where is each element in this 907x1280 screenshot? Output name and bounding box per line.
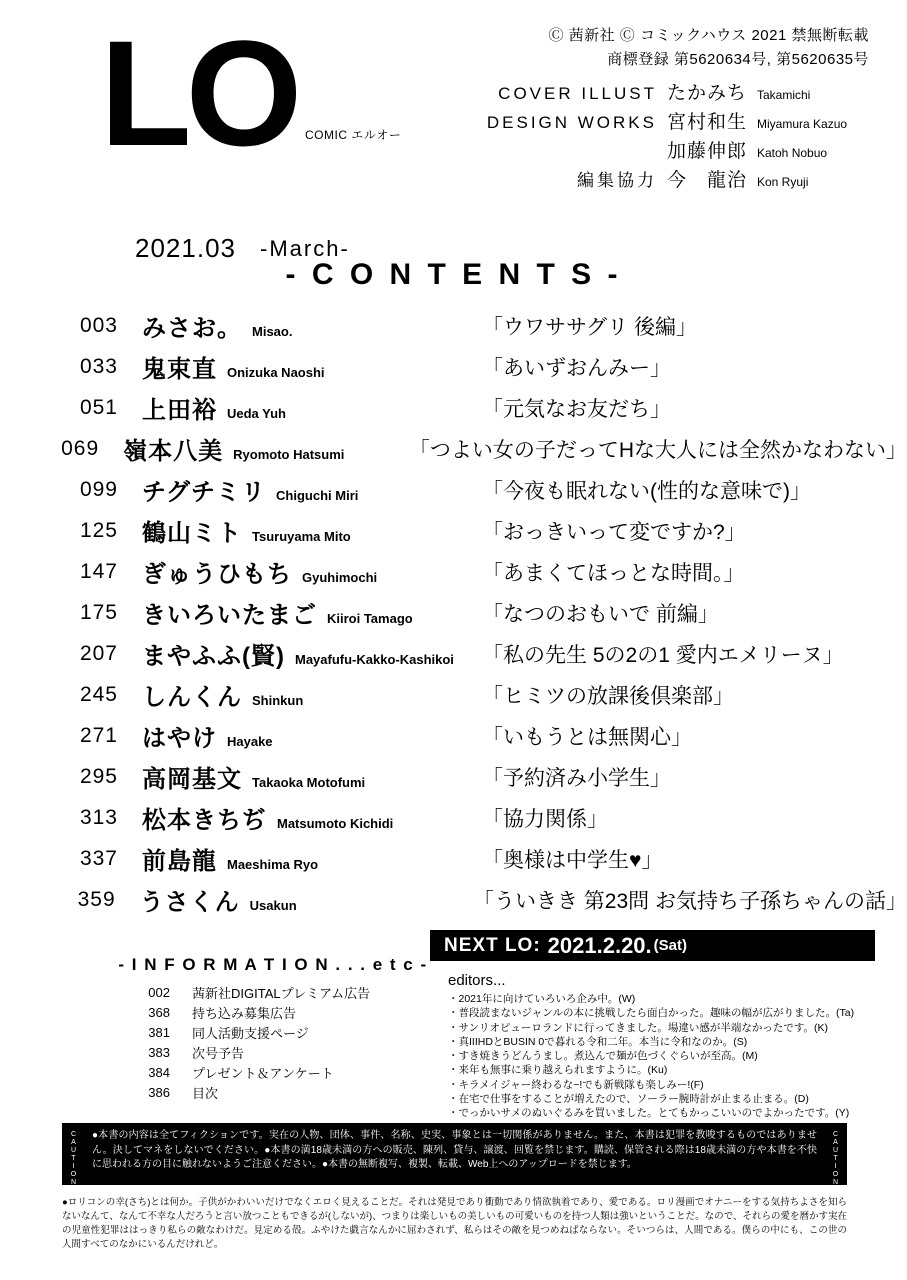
toc-author-en: Gyuhimochi bbox=[302, 570, 378, 585]
caution-text: ●本書の内容は全てフィクションです。実在の人物、団体、事件、名称、史実、事象とは一切関係がありません。また、本書は犯罪を教唆するものではありません。決してマネをしないでください。●本書の満18歳未満の方への販売、陳列、貸与、譲渡、回覧を禁じます。購読、保管される際は18歳未満の方や本書を不快に思われる方の目に触れないようご注意ください。●本書の無断複写、複製、転載、Web上へのアップロードを禁じます。 bbox=[92, 1130, 817, 1170]
list-item[interactable] bbox=[118, 1042, 448, 1062]
toc-author bbox=[118, 759, 482, 794]
credit-name-jp: 宮村和生 bbox=[666, 112, 747, 133]
toc-story-title: 「おっきいって変ですか?」 bbox=[482, 520, 746, 544]
toc-author bbox=[99, 431, 409, 466]
editors-heading: editors... bbox=[448, 972, 506, 989]
caution-label-left: CAUTION bbox=[70, 1131, 77, 1187]
toc-author-en: Ueda Yuh bbox=[227, 406, 287, 421]
toc-page-number: 271 bbox=[79, 723, 118, 747]
credits-block bbox=[369, 24, 869, 194]
toc-author-en: Takaoka Motofumi bbox=[252, 775, 366, 790]
information-heading: - I N F O R M A T I O N . . . e t c - bbox=[118, 955, 428, 974]
toc-author-en: Ryomoto Hatsumi bbox=[233, 447, 345, 462]
toc-page-number: 147 bbox=[79, 559, 118, 583]
toc-author-en: Matsumoto Kichidi bbox=[277, 816, 394, 831]
page-title: - C O N T E N T S - bbox=[285, 258, 622, 291]
toc-author bbox=[116, 882, 473, 917]
editor-note: ・キラメイジャー終わるな~!でも新戦隊も楽しみー!(F) bbox=[448, 1078, 704, 1091]
table-row[interactable] bbox=[0, 633, 907, 674]
toc-page-number: 207 bbox=[79, 641, 118, 665]
table-row[interactable] bbox=[0, 756, 907, 797]
credit-label: DESIGN WORKS bbox=[486, 113, 657, 132]
info-page-number: 381 bbox=[148, 1024, 170, 1040]
toc-page-number: 003 bbox=[79, 313, 118, 337]
editor-note: ・普段読まないジャンルの本に挑戦したら面白かった。趣味の幅が広がりました。(Ta) bbox=[448, 1007, 855, 1020]
toc-author bbox=[118, 636, 482, 671]
next-issue-day: (Sat) bbox=[653, 937, 687, 954]
toc-author-jp: 鬼束直 bbox=[142, 356, 217, 383]
toc-story-title: 「あいずおんみー」 bbox=[482, 356, 671, 380]
toc-author-jp: 高岡基文 bbox=[142, 766, 242, 793]
toc-page-number: 245 bbox=[79, 682, 118, 706]
toc-author-en: Kiiroi Tamago bbox=[327, 611, 413, 626]
toc-page-number: 033 bbox=[79, 354, 118, 378]
toc-story-title: 「あまくてほっとな時間。」 bbox=[482, 561, 745, 585]
toc-author-en: Mayafufu-Kakko-Kashikoi bbox=[294, 652, 454, 667]
toc-author bbox=[118, 841, 482, 876]
credit-row bbox=[369, 107, 869, 134]
footer-essay: ●ロリコンの幸(さち)とは何か。子供がかわいいだけでなくエロく見えることだ。それは発見であり衝動であり情欲執着であり、愛である。ロリ漫画でオナニーをする気持ちよさを知らないなんて、なんて不幸な人だろうと言い放つこともできるが(しないが)、つまりは楽しいもの美しいもの可愛いものを持つ人類は強いということだ。なので、それらの愛を暦かす実在の児童性犯罪ははっきり私らの敵なわけだ。見定める殻。ふやけた戯言なんかに屈わされず、私らはその敵を見つめねばならない。そいつらは、人間である。僕らの中にも、この世の人間すべてのなかにいるんだけれど。 bbox=[62, 1197, 847, 1250]
toc-author-en: Misao. bbox=[252, 324, 293, 339]
info-label: 持ち込み募集広告 bbox=[192, 1005, 297, 1021]
toc-author-jp: 鶴山ミト bbox=[142, 520, 242, 547]
table-row[interactable] bbox=[0, 674, 907, 715]
logo-text: LO bbox=[100, 9, 297, 177]
toc-author bbox=[118, 677, 482, 712]
table-row[interactable] bbox=[0, 428, 907, 469]
toc-author bbox=[118, 718, 482, 753]
next-issue-banner bbox=[430, 930, 875, 961]
toc-author bbox=[118, 554, 482, 589]
credit-label: COVER ILLUST bbox=[498, 84, 657, 103]
toc-author bbox=[118, 472, 482, 507]
table-row[interactable] bbox=[0, 551, 907, 592]
toc-author bbox=[118, 308, 482, 343]
toc-story-title: 「奥様は中学生♥」 bbox=[482, 848, 663, 872]
list-item[interactable] bbox=[118, 1002, 448, 1022]
toc-page-number: 359 bbox=[77, 887, 116, 911]
info-page-number: 368 bbox=[148, 1004, 170, 1020]
list-item[interactable] bbox=[118, 1082, 448, 1102]
toc-page-number: 099 bbox=[79, 477, 118, 501]
toc-author bbox=[118, 390, 482, 425]
toc-author-jp: ぎゅうひもち bbox=[142, 561, 292, 588]
toc-author-jp: みさお。 bbox=[142, 315, 242, 342]
info-label: プレゼント＆アンケート bbox=[192, 1065, 334, 1081]
info-label: 次号予告 bbox=[192, 1045, 245, 1061]
info-label: 同人活動支援ページ bbox=[192, 1025, 309, 1041]
info-label: 目次 bbox=[192, 1085, 219, 1101]
editor-note: ・でっかいサメのぬいぐるみを買いました。とてもかっこいいのでよかったです。(Y) bbox=[448, 1107, 850, 1120]
toc-page-number: 295 bbox=[79, 764, 118, 788]
table-row[interactable] bbox=[0, 469, 907, 510]
toc-story-title: 「ウワササグリ 後編」 bbox=[482, 315, 697, 339]
toc-author-jp: きいろいたまご bbox=[142, 602, 317, 629]
credit-label: 編集協力 bbox=[576, 171, 657, 190]
list-item[interactable] bbox=[118, 1062, 448, 1082]
issue-month: -March- bbox=[260, 236, 350, 261]
toc-story-title: 「ヒミツの放課後倶楽部」 bbox=[482, 684, 734, 708]
next-issue-label: NEXT LO: bbox=[444, 934, 541, 956]
editor-note: ・真IIIHDとBUSIN 0で暮れる令和二年。本当に令和なのか。(S) bbox=[448, 1035, 748, 1048]
table-row[interactable] bbox=[0, 715, 907, 756]
table-row[interactable] bbox=[0, 510, 907, 551]
editor-note: ・すき焼きうどんうまし。煮込んで麺が色づくぐらいが至高。(M) bbox=[448, 1050, 758, 1063]
toc-author-jp: 嶺本八美 bbox=[123, 438, 224, 465]
info-page-number: 383 bbox=[148, 1044, 170, 1060]
toc-page-number: 069 bbox=[61, 436, 100, 460]
credit-row bbox=[369, 165, 869, 192]
table-of-contents bbox=[0, 305, 907, 920]
toc-story-title: 「いもうとは無関心」 bbox=[482, 725, 692, 749]
toc-author-jp: はやけ bbox=[142, 725, 217, 752]
trademark-line: 商標登録 第5620634号, 第5620635号 bbox=[607, 51, 869, 68]
credit-row bbox=[369, 78, 869, 105]
info-page-number: 384 bbox=[148, 1064, 170, 1080]
toc-story-title: 「ういきき 第23問 お気持ち子孫ちゃんの話」 bbox=[472, 889, 907, 913]
toc-story-title: 「予約済み小学生」 bbox=[482, 766, 671, 790]
toc-author-jp: 上田裕 bbox=[142, 397, 217, 424]
toc-author bbox=[118, 595, 482, 630]
list-item[interactable] bbox=[118, 1022, 448, 1042]
table-row[interactable] bbox=[0, 305, 907, 346]
credit-name-en: Kon Ryuji bbox=[757, 175, 809, 189]
information-list bbox=[118, 982, 448, 1102]
info-page-number: 386 bbox=[148, 1084, 170, 1100]
info-page-number: 002 bbox=[148, 984, 170, 1000]
table-row[interactable] bbox=[0, 879, 907, 920]
toc-author-en: Hayake bbox=[227, 734, 273, 749]
toc-story-title: 「私の先生 5の2の1 愛内エメリーヌ」 bbox=[482, 643, 844, 667]
toc-author-jp: チグチミリ bbox=[142, 479, 267, 506]
toc-page-number: 337 bbox=[79, 846, 118, 870]
editor-note: ・サンリオピューロランドに行ってきました。場違い感が半端なかったです。(K) bbox=[448, 1021, 829, 1034]
toc-page-number: 313 bbox=[79, 805, 118, 829]
editor-note: ・2021年に向けていろいろ企み中。(W) bbox=[448, 993, 636, 1005]
caution-box bbox=[62, 1123, 847, 1185]
editor-note: ・在宅で仕事をすることが増えたので、ソーラー腕時計が止まる止まる。(D) bbox=[448, 1093, 809, 1106]
toc-author-jp: 松本きちぢ bbox=[142, 807, 267, 834]
credit-name-jp: たかみち bbox=[666, 83, 747, 104]
toc-author-jp: まやふふ(賢) bbox=[142, 643, 285, 670]
toc-page-number: 175 bbox=[79, 600, 118, 624]
toc-author-en: Shinkun bbox=[252, 693, 304, 708]
table-row[interactable] bbox=[0, 592, 907, 633]
toc-story-title: 「つよい女の子だってHな大人には全然かなわない」 bbox=[408, 438, 907, 462]
toc-author-en: Maeshima Ryo bbox=[227, 857, 319, 872]
toc-author-jp: しんくん bbox=[142, 684, 242, 711]
toc-author bbox=[118, 513, 482, 548]
toc-author-en: Onizuka Naoshi bbox=[227, 365, 325, 380]
table-row[interactable] bbox=[0, 387, 907, 428]
caution-label-right: CAUTION bbox=[832, 1131, 839, 1187]
credit-name-jp: 加藤伸郎 bbox=[666, 141, 747, 162]
toc-author bbox=[118, 349, 482, 384]
next-issue-date: 2021.2.20. bbox=[547, 932, 652, 958]
table-row[interactable] bbox=[0, 797, 907, 838]
toc-author-jp: 前島龍 bbox=[142, 848, 217, 875]
toc-story-title: 「なつのおもいで 前編」 bbox=[482, 602, 719, 626]
credit-name-en: Takamichi bbox=[757, 88, 811, 102]
copyright-line: Ⓒ 茜新社 Ⓒ コミックハウス 2021 禁無断転載 bbox=[548, 27, 869, 44]
toc-author-en: Tsuruyama Mito bbox=[252, 529, 351, 544]
credit-name-jp: 今 龍治 bbox=[666, 170, 747, 191]
credit-name-en: Katoh Nobuo bbox=[757, 146, 828, 160]
editors-notes bbox=[448, 992, 878, 1121]
toc-author-jp: うさくん bbox=[139, 889, 240, 916]
toc-author-en: Usakun bbox=[249, 898, 297, 913]
toc-author bbox=[118, 800, 482, 835]
credit-row bbox=[369, 136, 869, 163]
toc-page-number: 125 bbox=[79, 518, 118, 542]
table-row[interactable] bbox=[0, 346, 907, 387]
toc-author-en: Chiguchi Miri bbox=[276, 488, 359, 503]
toc-story-title: 「今夜も眠れない(性的な意味で)」 bbox=[482, 479, 811, 503]
list-item[interactable] bbox=[118, 982, 448, 1002]
toc-page-number: 051 bbox=[79, 395, 118, 419]
table-row[interactable] bbox=[0, 838, 907, 879]
issue-date: 2021.03 bbox=[135, 233, 236, 263]
toc-story-title: 「元気なお友だち」 bbox=[482, 397, 671, 421]
credit-name-en: Miyamura Kazuo bbox=[757, 117, 848, 131]
logo-subtitle: COMIC エルオー bbox=[305, 128, 402, 142]
editor-note: ・来年も無事に乗り越えられますように。(Ku) bbox=[448, 1064, 668, 1077]
toc-story-title: 「協力関係」 bbox=[482, 807, 608, 831]
info-label: 茜新社DIGITALプレミアム広告 bbox=[192, 985, 371, 1001]
